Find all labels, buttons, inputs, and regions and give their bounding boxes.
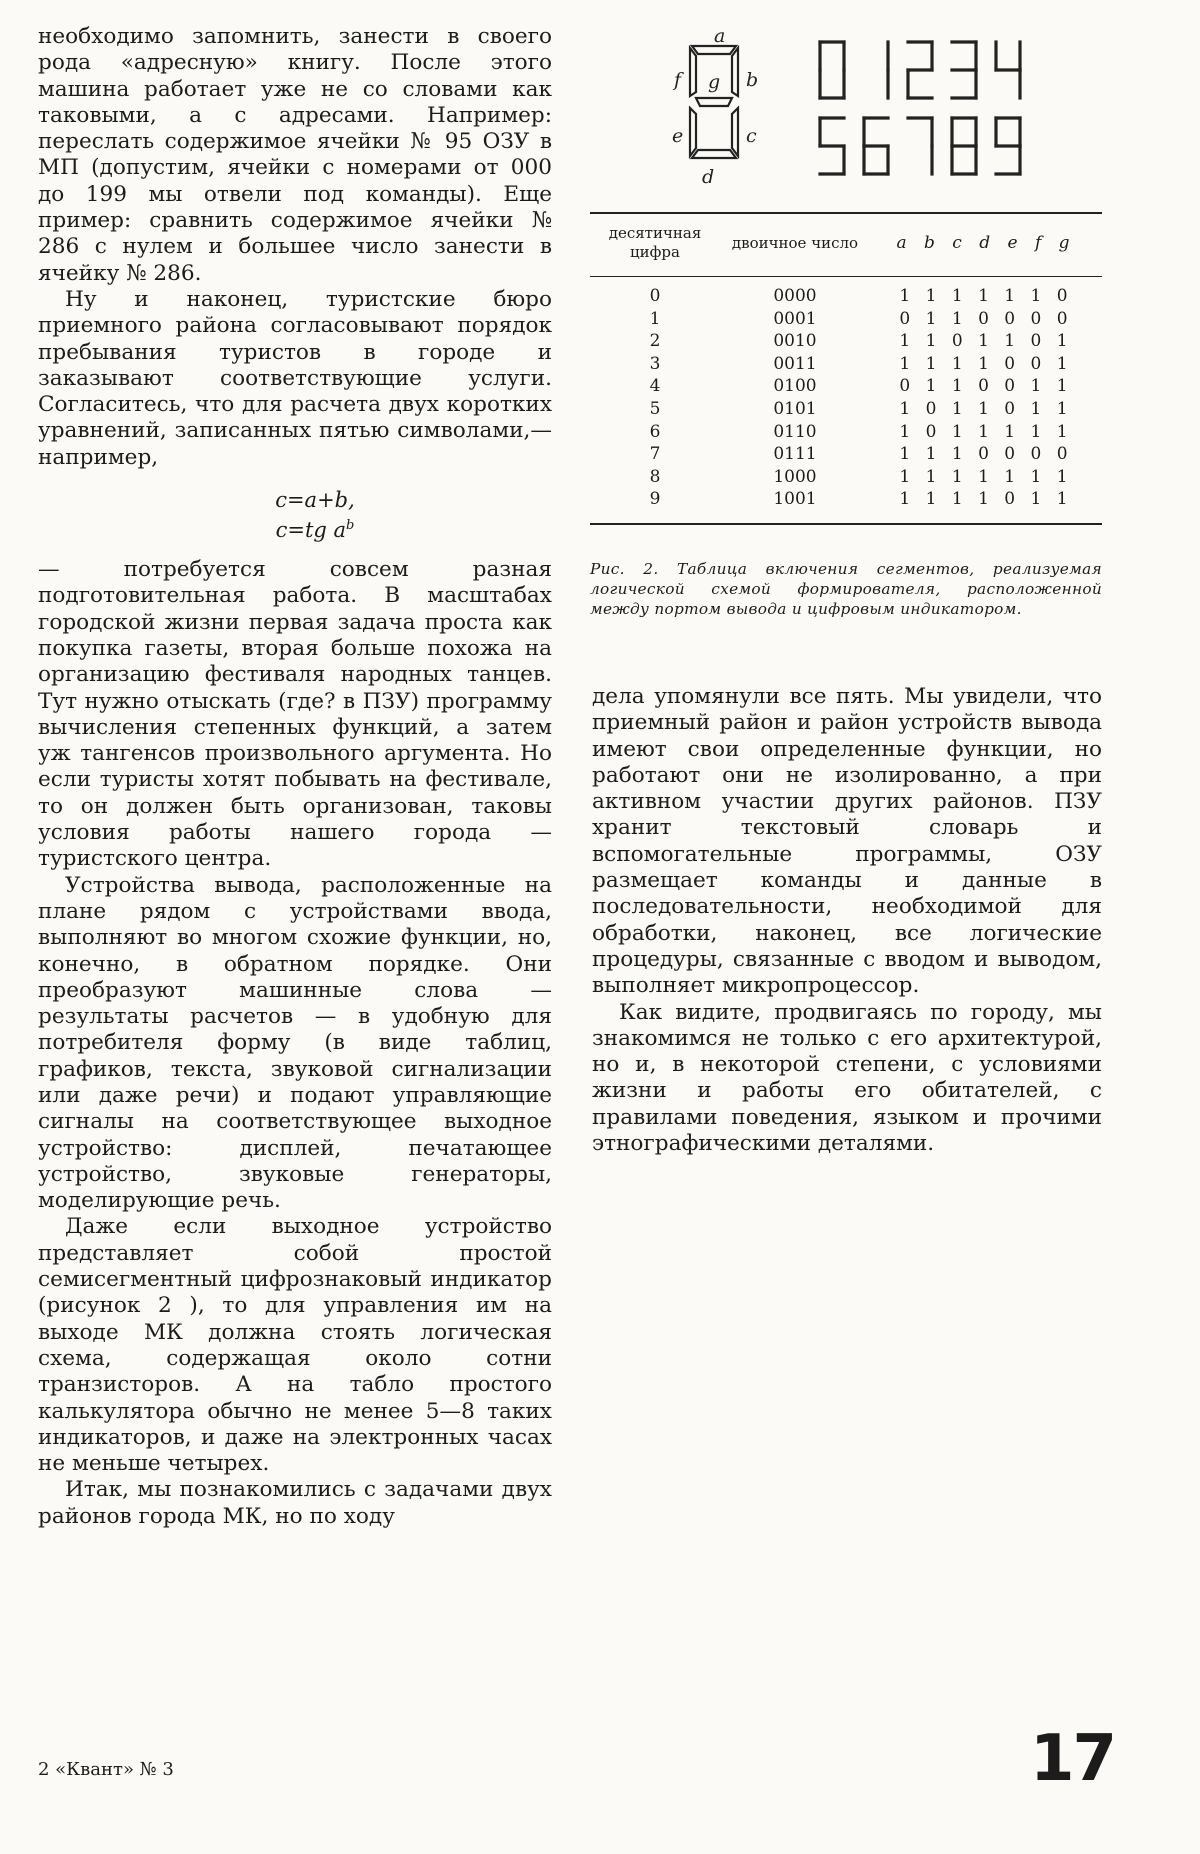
table-row (590, 421, 1102, 444)
cell-segments: 1 1 1 1 0 1 1 (899, 489, 1073, 510)
right-column (592, 684, 1102, 1157)
cell-binary: 0000 (773, 286, 817, 306)
cell-binary: 0110 (773, 421, 817, 442)
left-column (38, 24, 552, 1530)
paragraph: Итак, мы познакомились с задачами двух районов города МК, но по ходу (38, 1477, 552, 1529)
table-row (590, 375, 1102, 398)
digit-6 (864, 118, 888, 174)
cell-decimal: 2 (649, 331, 661, 352)
header-binary: двоичное число (720, 213, 870, 277)
segment-label-a: a (714, 28, 726, 47)
paragraph: Как видите, продвигаясь по городу, мы знакомимся не только с его архитектурой, но и, в некоторой степени, с условиями жизни и работы его обитателей, с правилами поведения, языком и прочими этнографическими деталями. (592, 999, 1102, 1157)
segment-label-g: g (708, 71, 721, 93)
cell-segments: 1 0 1 1 0 1 1 (899, 398, 1073, 419)
cell-binary: 0011 (773, 353, 817, 374)
cell-binary: 0100 (773, 376, 817, 397)
header-decimal: десятичная цифра (590, 213, 720, 277)
table-row (590, 443, 1102, 466)
cell-segments: 1 1 1 1 1 1 1 (899, 466, 1073, 487)
seven-segment-figure (662, 28, 1112, 188)
cell-binary: 0001 (773, 308, 817, 329)
digit-4 (996, 42, 1020, 98)
segment-table (590, 212, 1102, 525)
figure-caption: Рис. 2. Таблица включения сегментов, реализуемая логической схемой формирователя, расположенной между портом вывода и цифровым индикатором. (590, 560, 1102, 618)
cell-segments: 0 1 1 0 0 0 0 (899, 308, 1073, 329)
digit-7 (908, 118, 932, 174)
cell-decimal: 5 (649, 398, 661, 419)
segment-label-d: d (702, 166, 715, 188)
cell-decimal: 7 (649, 444, 661, 465)
table-body (590, 277, 1102, 524)
paragraph: необходимо запомнить, занести в своего рода «адресную» книгу. После этого машина работает уже не со словами как таковыми, а с адресами. Например: переслать содержимое ячейки № 95 ОЗУ в МП (допустим, ячейки с номерами от 000 до 199 мы отвели под команды). Еще пример: сравнить содержимое ячейки № 286 с нулем и большее число занести в ячейку № 286. (38, 24, 552, 286)
paragraph: — потребуется совсем разная подготовительная работа. В масштабах городской жизни первая задача проста как покупка газеты, вторая больше похожа на организацию фестиваля народных танцев. Тут нужно отыскать (где? в ПЗУ) программу вычисления степенных функций, а затем уж тангенсов произвольного аргумента. Но если туристы хотят побывать на фестивале, то он должен быть организован, таковы условия работы нашего города — туристского центра. (38, 557, 552, 872)
header-segments: a b c d e f g (870, 213, 1102, 277)
digit-9 (996, 118, 1020, 174)
cell-decimal: 1 (649, 308, 661, 329)
segment-label-c: c (746, 125, 757, 147)
formula-exponent: b (346, 518, 355, 534)
cell-decimal: 6 (649, 421, 661, 442)
cell-segments: 1 0 1 1 1 1 1 (899, 421, 1073, 442)
table-row (590, 488, 1102, 524)
paragraph: дела упомянули все пять. Мы увидели, что приемный район и район устройств вывода имеют свои определенные функции, но работают они не изолированно, а при активном участии других районов. ПЗУ хранит текстовый словарь и вспомогательные программы, ОЗУ размещает команды и данные в последовательности, необходимой для обработки, наконец, все логические процедуры, связанные с вводом и выводом, выполняет микропроцессор. (592, 684, 1102, 999)
cell-segments: 1 1 1 0 0 0 0 (899, 444, 1073, 465)
seven-segment-svg (662, 28, 1112, 188)
paragraph: Даже если выходное устройство представляет собой простой семисегментный цифрознаковый индикатор (рисунок 2 ), то для управления им на выходе МК должна стоять логическая схема, содержащая около сотни транзисторов. А на табло простого калькулятора обычно не менее 5—8 таких индикаторов, и даже на электронных часах не меньше четырех. (38, 1214, 552, 1477)
digit-3 (952, 42, 976, 98)
segment-diagram (690, 46, 738, 158)
table-row (590, 308, 1102, 331)
cell-segments: 1 1 1 1 1 1 0 (899, 286, 1073, 306)
cell-binary: 0010 (773, 331, 817, 352)
digit-0 (820, 42, 844, 98)
cell-decimal: 4 (649, 376, 661, 397)
digit-2 (908, 42, 932, 98)
table-row (590, 277, 1102, 308)
cell-binary: 1000 (773, 466, 817, 487)
table-row (590, 398, 1102, 421)
digit-8 (952, 118, 976, 174)
paragraph: Ну и наконец, туристские бюро приемного района согласовывают порядок пребывания туристов в городе и заказывают соответствующие услуги. Согласитесь, что для расчета двух коротких уравнений, записанных пятью символами,— например, (38, 286, 552, 470)
page-number: 17 (1030, 1722, 1116, 1796)
cell-decimal: 0 (649, 286, 661, 306)
table-row (590, 466, 1102, 489)
cell-binary: 0101 (773, 398, 817, 419)
footer-journal: 2 «Квант» № 3 (38, 1759, 174, 1780)
formula-line: c=a+b, (275, 488, 355, 513)
table-row (590, 353, 1102, 376)
formula-block (38, 471, 552, 557)
digit-5 (820, 118, 844, 174)
segment-label-b: b (746, 69, 759, 91)
formula-line: c=tg $a^b$ (275, 518, 355, 543)
seven-segment-digits (820, 42, 1020, 174)
cell-segments: 1 1 0 1 1 0 1 (899, 331, 1073, 352)
paragraph: Устройства вывода, расположенные на плане рядом с устройствами ввода, выполняют во многом схожие функции, но, конечно, в обратном порядке. Они преобразуют машинные слова — результаты расчетов — в удобную для потребителя форму (в виде таблиц, графиков, текста, звуковой сигнализации или даже речи) и подают управляющие сигналы на соответствующее выходное устройство: дисплей, печатающее устройство, звуковые генераторы, моделирующие речь. (38, 872, 552, 1214)
cell-binary: 0111 (773, 444, 817, 465)
cell-segments: 0 1 1 0 0 1 1 (899, 376, 1073, 397)
cell-decimal: 8 (649, 466, 661, 487)
cell-decimal: 9 (649, 489, 661, 510)
segment-label-e: e (672, 125, 684, 147)
table-row (590, 330, 1102, 353)
cell-segments: 1 1 1 1 0 0 1 (899, 353, 1073, 374)
cell-binary: 1001 (773, 489, 817, 510)
cell-decimal: 3 (649, 353, 661, 374)
segment-label-f: f (674, 69, 682, 91)
